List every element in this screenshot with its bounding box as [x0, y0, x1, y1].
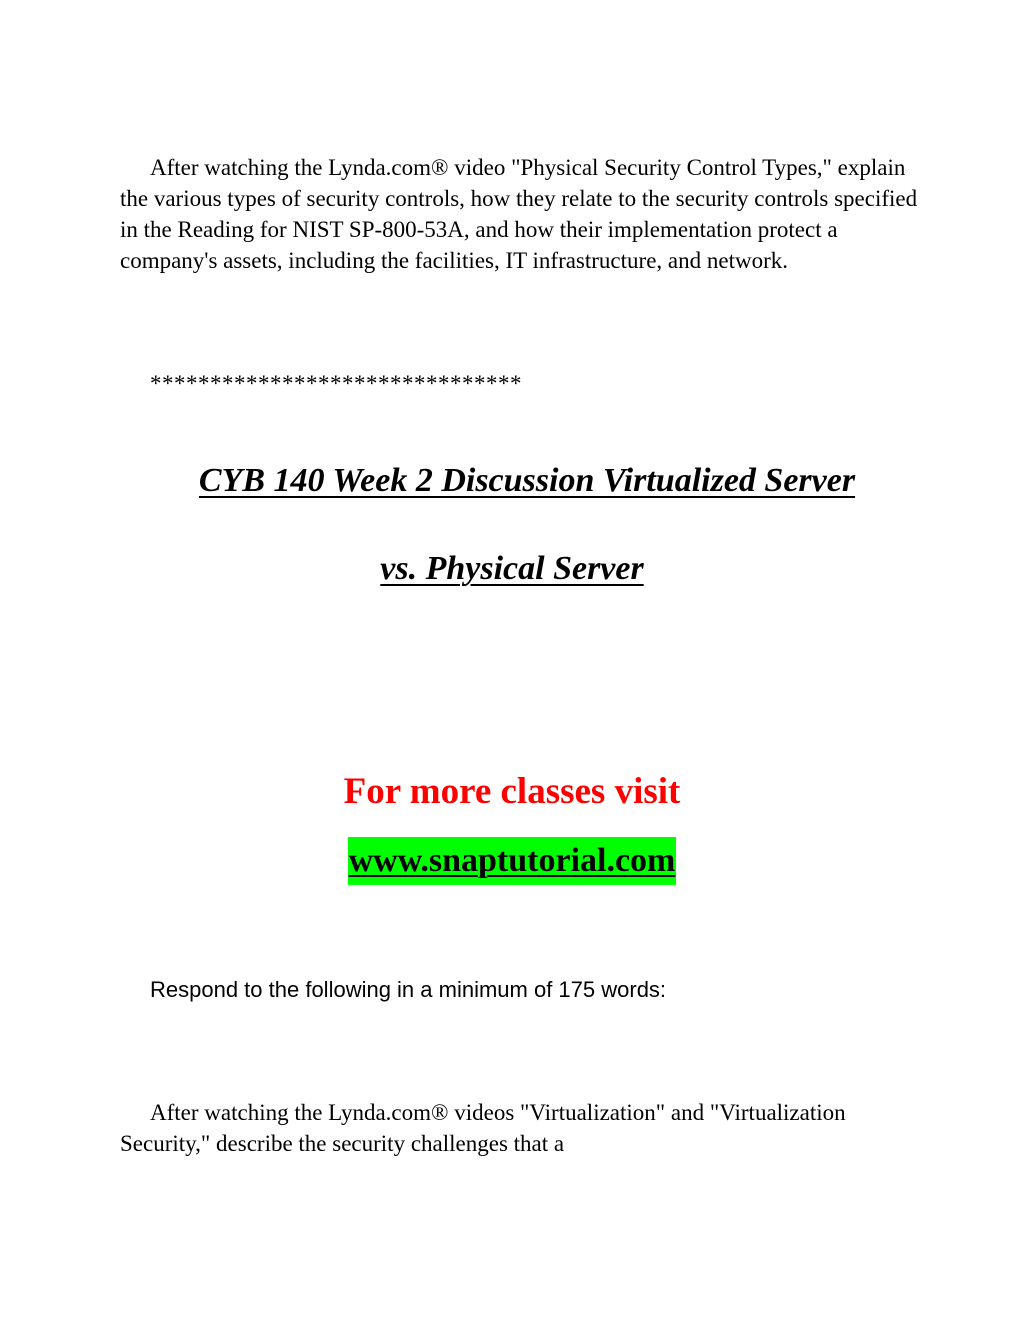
body-paragraph: After watching the Lynda.com® videos "Virtualization" and "Virtualization Security," describe the security challenges that a: [120, 1100, 846, 1156]
document-title-line-1: CYB 140 Week 2 Discussion Virtualized Server: [198, 462, 856, 499]
intro-paragraph: After watching the Lynda.com® video "Physical Security Control Types," explain the various types of security controls, how they relate to the security controls specified in the Reading for NIST SP-800-53A, and how their implementation protect a company's assets, including the facilities, IT infrastructure, and network.: [120, 155, 918, 273]
promo-website-link[interactable]: www.snaptutorial.com: [348, 837, 677, 885]
promo-link-container: [0, 837, 1024, 885]
separator-asterisks: *******************************: [150, 371, 522, 396]
document-title-line-2: vs. Physical Server: [380, 550, 644, 587]
instruction-text: Respond to the following in a minimum of 175 words:: [150, 977, 667, 1002]
promo-text: For more classes visit: [343, 771, 681, 812]
